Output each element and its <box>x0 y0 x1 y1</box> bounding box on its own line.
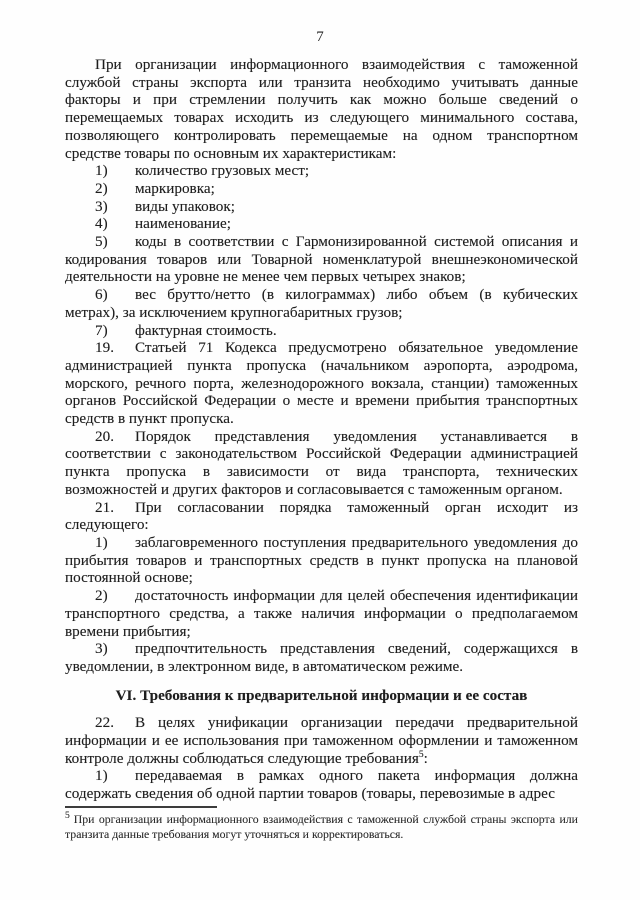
item-number: 1) <box>95 767 108 785</box>
item-number: 2) <box>95 587 108 605</box>
item-text: Порядок представления уведомления устанавливается в соответствии с законодательством Российской Федерации администрацией пункта пропуска в зависимости от вида транспорта, технических возможностей и других факторов и согласовывается с таможенным органом. <box>65 427 578 498</box>
list-item <box>65 767 578 802</box>
section-heading: VI. Требования к предварительной информации и ее состав <box>115 686 528 704</box>
item-number: 20. <box>95 427 114 445</box>
paragraph-19 <box>65 339 578 428</box>
list-item <box>65 198 578 216</box>
list-item <box>65 233 578 286</box>
item-text: предпочтительность представления сведений, содержащихся в уведомлении, в электронном виде, в автоматическом режиме. <box>65 640 578 675</box>
footnote-area <box>65 806 578 842</box>
item-number: 1) <box>95 533 108 551</box>
item-text: наименование; <box>135 215 231 233</box>
footnote <box>65 812 578 842</box>
page-number: 7 <box>316 29 324 45</box>
list-item <box>65 322 578 340</box>
item-number: 1) <box>95 162 108 180</box>
list-item <box>65 180 578 198</box>
item-number: 7) <box>95 321 108 339</box>
item-number: 22. <box>95 714 114 732</box>
item-number: 21. <box>95 498 114 516</box>
footnote-marker: 5 <box>65 811 70 822</box>
footnote-separator <box>65 806 217 808</box>
list-item <box>65 534 578 587</box>
paragraph-21 <box>65 499 578 534</box>
item-number: 2) <box>95 179 108 197</box>
item-text: маркировка; <box>135 179 215 197</box>
item-text: заблаговременного поступления предварительного уведомления до прибытия товаров и транспортных средств в пункт пропуска на плановой постоянной основе; <box>65 533 578 587</box>
list-item <box>65 640 578 675</box>
item-text-after: : <box>423 749 428 767</box>
document-body <box>65 56 578 803</box>
item-text: количество грузовых мест; <box>135 162 310 180</box>
footnote-ref: 5 <box>418 749 424 760</box>
item-text: коды в соответствии с Гармонизированной системой описания и кодирования товаров или Товарной номенклатурой внешнеэкономической деятельности на уровне не менее чем первых четырех знаков; <box>65 233 578 286</box>
paragraph-22 <box>65 714 578 767</box>
paragraph-20 <box>65 428 578 499</box>
list-item <box>65 162 578 180</box>
item-number: 19. <box>95 339 114 357</box>
item-text: В целях унификации организации передачи предварительной информации и ее использования при таможенном оформлении и таможенном контроле должны соблюдаться следующие требования <box>65 714 578 767</box>
item-text: виды упаковок; <box>135 197 235 215</box>
item-text: передаваемая в рамках одного пакета информация должна содержать сведения об одной партии товаров (товары, перевозимые в адрес <box>65 767 578 803</box>
item-number: 5) <box>95 233 108 251</box>
item-text: достаточность информации для целей обеспечения идентификации транспортного средства, а также наличия информации о предполагаемом времени прибытия; <box>65 587 578 640</box>
item-number: 3) <box>95 640 108 658</box>
item-text: фактурная стоимость. <box>135 321 277 339</box>
list-item <box>65 215 578 233</box>
paragraph-intro: При организации информационного взаимодействия с таможенной службой страны экспорта или транзита необходимо учитывать данные факторы и при стремлении получить как можно больше сведений о перемещаемых товарах исходить из следующего минимального состава, позволяющего контролировать перемещаемые на одном транспортном средстве товары по основным их характеристикам: <box>65 56 578 162</box>
item-number: 4) <box>95 215 108 233</box>
item-number: 6) <box>95 286 108 304</box>
item-number: 3) <box>95 197 108 215</box>
list-item <box>65 587 578 640</box>
item-text: Статьей 71 Кодекса предусмотрено обязательное уведомление администрацией пункта пропуска (начальником аэропорта, аэродрома, морского, речного порта, железнодорожного вокзала, станции) таможенных органов Российской Федерации о месте и времени прибытия транспортных средств в пункт пропуска. <box>65 339 578 428</box>
item-text: При согласовании порядка таможенный орган исходит из следующего: <box>65 498 578 534</box>
item-text: вес брутто/нетто (в килограммах) либо объем (в кубических метрах), за исключением крупногабаритных грузов; <box>65 286 578 321</box>
list-item <box>65 286 578 321</box>
footnote-text: При организации информационного взаимодействия с таможенной службой страны экспорта или транзита данные требования могут уточняться и корректироваться. <box>65 812 578 841</box>
